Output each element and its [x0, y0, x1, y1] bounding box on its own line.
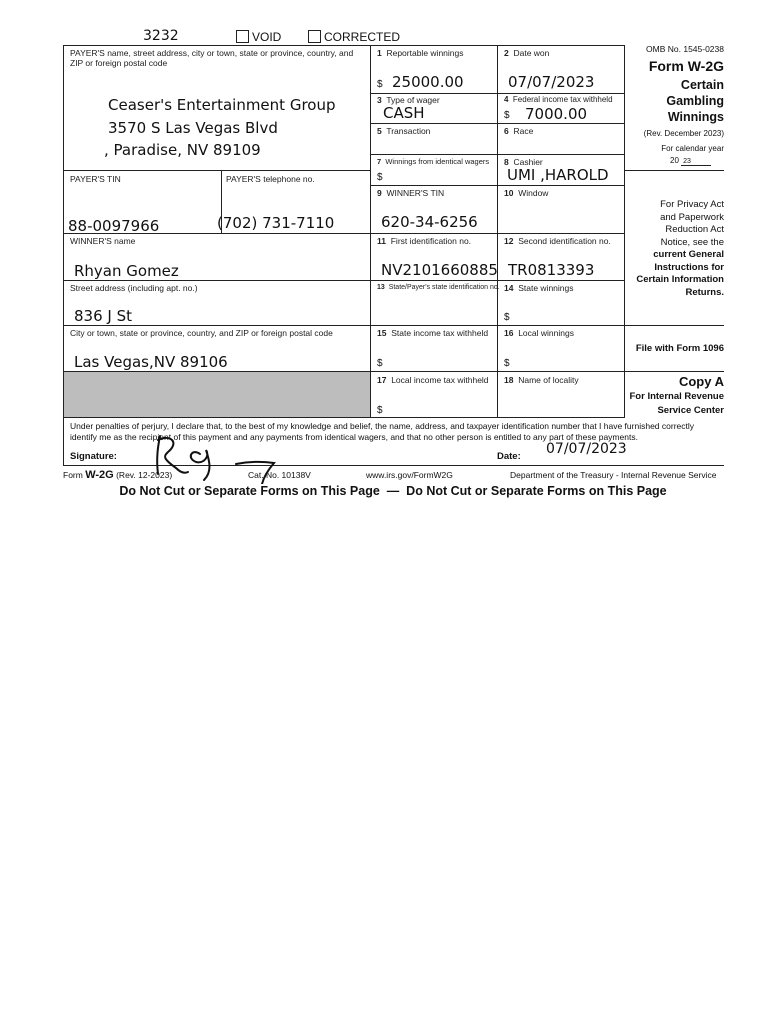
- box14-label-text: State winnings: [518, 283, 574, 293]
- box9-number: 9: [377, 188, 382, 198]
- box11-number: 11: [377, 236, 386, 246]
- box7-number: 7: [377, 157, 382, 166]
- calendar-year-label: For calendar year: [661, 144, 724, 153]
- row-line: [370, 123, 624, 124]
- winner-city-label: City or town, state or province, country, and ZIP or foreign postal code: [70, 328, 333, 338]
- box9-label: [377, 188, 444, 198]
- box16-label-text: Local winnings: [518, 328, 574, 338]
- box18-label-text: Name of locality: [518, 375, 579, 385]
- privacy-line-2: and Paperwork: [660, 211, 724, 223]
- box6-label-text: Race: [513, 126, 534, 136]
- box6-number: 6: [504, 126, 509, 136]
- department-line: Department of the Treasury - Internal Revenue Service: [510, 470, 717, 480]
- privacy-line-7: Certain Information: [636, 274, 724, 285]
- winner-name-label: WINNER'S name: [70, 236, 136, 246]
- irs-url[interactable]: www.irs.gov/FormW2G: [366, 470, 453, 480]
- privacy-line-8: Returns.: [685, 286, 724, 298]
- date-label: Date:: [497, 451, 521, 462]
- box10-label: [504, 188, 548, 198]
- box13-number: 13: [377, 284, 385, 291]
- box18-number: 18: [504, 375, 514, 385]
- row-line: [370, 233, 624, 234]
- box3-label-text: Type of wager: [386, 95, 440, 105]
- box14-label: [504, 283, 574, 293]
- winner-name[interactable]: Rhyan Gomez: [74, 262, 179, 280]
- form-grid-bottom-line: [63, 417, 625, 418]
- winner-city[interactable]: Las Vegas,NV 89106: [74, 353, 228, 371]
- box5-label-text: Transaction: [386, 126, 431, 136]
- calendar-year[interactable]: [670, 156, 711, 166]
- sidebar-line: [624, 170, 724, 171]
- form-col-divider-1: [370, 45, 371, 417]
- payer-name[interactable]: Ceaser's Entertainment Group: [108, 96, 336, 114]
- box15-dollar: $: [377, 358, 383, 369]
- box12-value[interactable]: TR0813393: [508, 261, 595, 279]
- privacy-line-1: For Privacy Act: [660, 199, 724, 210]
- box7-label: [377, 157, 489, 167]
- row-line: [63, 280, 370, 281]
- shaded-box: [64, 372, 370, 417]
- row-line: [370, 325, 624, 326]
- void-label: VOID: [252, 30, 282, 44]
- box1-number: 1: [377, 48, 382, 58]
- year-suffix[interactable]: 23: [681, 158, 711, 166]
- sidebar-line: [624, 325, 724, 326]
- box14-number: 14: [504, 283, 514, 293]
- box1-label-text: Reportable winnings: [386, 48, 464, 58]
- year-prefix: 20: [670, 156, 679, 165]
- footer-form-name: W-2G: [85, 469, 114, 481]
- box17-label: [377, 375, 489, 385]
- row-line: [370, 154, 624, 155]
- box16-number: 16: [504, 328, 514, 338]
- footer-form-prefix: Form: [63, 470, 83, 480]
- payer-phone[interactable]: (702) 731-7110: [217, 214, 335, 232]
- do-not-cut-notice: Do Not Cut or Separate Forms on This Page — Do Not Cut or Separate Forms on This Page: [119, 484, 667, 498]
- title-line-2: Gambling: [666, 94, 724, 108]
- control-number: 3232: [143, 28, 179, 44]
- box15-number: 15: [377, 328, 387, 338]
- box11-label: [377, 236, 471, 246]
- box11-label-text: First identification no.: [390, 236, 472, 246]
- privacy-line-3: Reduction Act: [665, 224, 724, 235]
- omb-number: OMB No. 1545-0238: [646, 44, 724, 54]
- box10-number: 10: [504, 188, 514, 198]
- signature-date[interactable]: 07/07/2023: [546, 441, 627, 457]
- row-line: [370, 280, 624, 281]
- file-with-form: File with Form 1096: [635, 343, 724, 354]
- row-line: [370, 93, 624, 94]
- winner-street[interactable]: 836 J St: [74, 307, 132, 325]
- box16-label: [504, 328, 574, 338]
- copy-for-line-2: Service Center: [657, 405, 724, 416]
- void-option[interactable]: [236, 30, 281, 44]
- copy-for-line-1: For Internal Revenue: [629, 391, 724, 402]
- box9-value[interactable]: 620-34-6256: [381, 213, 478, 231]
- corrected-option[interactable]: [308, 30, 400, 44]
- sidebar-line: [624, 371, 724, 372]
- box16-dollar: $: [504, 358, 510, 369]
- catalog-number: Cat. No. 10138V: [248, 470, 311, 480]
- row-line: [63, 325, 370, 326]
- box17-dollar: $: [377, 405, 383, 416]
- footer-form-rev: (Rev. 12-2023): [116, 470, 173, 480]
- box12-label: [504, 236, 611, 246]
- privacy-line-5: current General: [653, 249, 724, 260]
- box13-label-text: State/Payer's state identification no.: [388, 284, 500, 291]
- payer-city[interactable]: , Paradise, NV 89109: [104, 141, 261, 159]
- box11-value[interactable]: NV2101660885: [381, 261, 498, 279]
- row-line: [370, 371, 624, 372]
- signature-label: Signature:: [70, 451, 117, 462]
- form-col-divider-2: [497, 45, 498, 417]
- box4-number: 4: [504, 95, 509, 104]
- title-line-1: Certain: [680, 78, 724, 92]
- payer-tin[interactable]: 88-0097966: [68, 217, 160, 235]
- payer-tin-label: PAYER'S TIN: [70, 174, 121, 184]
- winner-street-label: Street address (including apt. no.): [70, 283, 198, 293]
- box13-label: [377, 283, 500, 293]
- payer-phone-label: PAYER'S telephone no.: [226, 174, 315, 184]
- box10-label-text: Window: [518, 188, 549, 198]
- corrected-label: CORRECTED: [324, 30, 401, 44]
- box5-label: [377, 126, 430, 136]
- form-top-border: [63, 45, 625, 46]
- payer-label: PAYER'S name, street address, city or town, state or province, country, and ZIP or foreign postal code: [70, 48, 354, 68]
- box8-label-text: Cashier: [513, 157, 543, 167]
- privacy-notice: [626, 199, 724, 299]
- box3-value[interactable]: CASH: [383, 104, 425, 122]
- title-line-3: Winnings: [667, 110, 724, 124]
- box17-label-text: Local income tax withheld: [391, 375, 489, 385]
- privacy-line-4: Notice, see the: [660, 236, 724, 248]
- box6-label: [504, 126, 533, 136]
- footer-form-id: [63, 469, 172, 481]
- box15-label-text: State income tax withheld: [391, 328, 489, 338]
- copy-designation: Copy A: [678, 374, 724, 389]
- perjury-declaration: Under penalties of perjury, I declare that, to the best of my knowledge and belief, the name, address, and taxpayer identification number that I have furnished correctly identify me as the recipient of this payment and any payments from identical wagers, and that no other person is entitled to any part of these payments.: [70, 421, 695, 442]
- box4-dollar: $: [504, 110, 510, 121]
- form-revision: (Rev. December 2023): [643, 129, 724, 138]
- box3-number: 3: [377, 95, 382, 105]
- box4-label: [504, 95, 613, 105]
- box15-label: [377, 328, 488, 338]
- row-line: [370, 185, 624, 186]
- box7-dollar: $: [377, 172, 383, 183]
- box9-label-text: WINNER'S TIN: [386, 188, 445, 198]
- box2-label: [504, 48, 549, 58]
- privacy-line-6: Instructions for: [654, 261, 724, 273]
- box7-label-text: Winnings from identical wagers: [385, 157, 490, 166]
- box5-number: 5: [377, 126, 382, 136]
- box1-value[interactable]: 25000.00: [392, 73, 464, 91]
- void-checkbox[interactable]: [236, 30, 249, 43]
- box17-number: 17: [377, 375, 387, 385]
- box4-value[interactable]: 7000.00: [525, 105, 588, 123]
- payer-street[interactable]: 3570 S Las Vegas Blvd: [108, 119, 278, 137]
- box2-number: 2: [504, 48, 509, 58]
- box14-dollar: $: [504, 312, 510, 323]
- box12-number: 12: [504, 236, 514, 246]
- corrected-checkbox[interactable]: [308, 30, 321, 43]
- box1-label: [377, 48, 464, 58]
- box2-label-text: Date won: [513, 48, 550, 58]
- form-col-divider-3: [624, 45, 625, 417]
- box2-value[interactable]: 07/07/2023: [508, 73, 595, 91]
- box1-dollar: $: [377, 79, 383, 90]
- box4-label-text: Federal income tax withheld: [512, 95, 613, 104]
- box8-number: 8: [504, 157, 509, 167]
- box12-label-text: Second identification no.: [518, 236, 611, 246]
- box8-value[interactable]: UMI ,HAROLD: [507, 166, 609, 184]
- box18-label: [504, 375, 579, 385]
- row-line: [63, 170, 370, 171]
- form-title: Form W-2G: [648, 58, 724, 74]
